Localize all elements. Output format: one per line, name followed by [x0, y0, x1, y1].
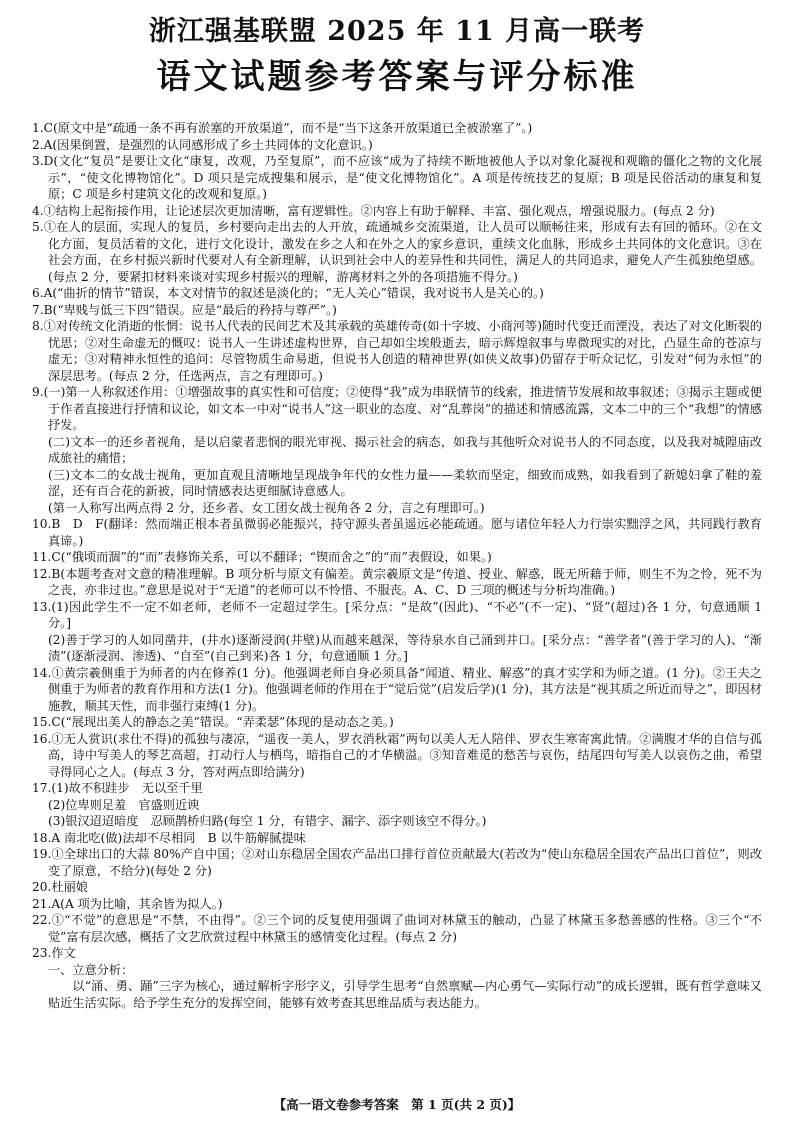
answer-9-part-1: 9.(一)第一人称叙述作用：①增强故事的真实性和可信度；②使得“我”成为串联情节的线索，推进情节发展和故事叙述；③揭示主题或便于作者直接进行抒情和议论，如文本一中对“说书人”这一职业的态度、对“乱葬岗”的描述和情感流露，文本二中的三个“我想”的情感抒发。 — [32, 385, 762, 432]
exam-title: 浙江强基联盟 2025 年 11 月高一联考 — [148, 16, 646, 47]
answer-17-part-2: (2)位卑则足羞 官盛则近谀 — [48, 797, 200, 812]
answer-22: 22.①“不觉”的意思是“不禁，不由得”。②三个词的反复使用强调了曲词对林黛玉的触动，凸显了林黛玉多愁善感的性格。③三个“不觉”富有层次感，概括了文艺欣赏过程中林黛玉的感情变化过程。(每点 2 分) — [32, 913, 762, 944]
answer-11: 11.C(“俄顷而涸”的“而”表修饰关系，可以不翻译；“锲而舍之”的“而”表假设，如果。) — [32, 550, 492, 564]
essay-heading: 一、立意分析： — [48, 962, 134, 977]
answer-6: 6.A(“曲折的情节”错误，本文对情节的叙述是淡化的；“无人关心”错误，我对说书人是关心的。) — [32, 286, 544, 300]
document-title: 语文试题参考答案与评分标准 — [156, 57, 638, 97]
answer-19: 19.①全球出口的大蒜 80%产自中国；②对山东稳居全国农产品出口排行首位贡献最大(若改为“使山东稳居全国农产品出口首位”，则改变了原意，不给分)(每处 2 分) — [32, 847, 762, 878]
answer-12: 12.B(本题考查对文意的精准理解。B 项分析与原文有偏差。黄宗羲原文是“传道、授业、解惑，既无所藉于师，则生不为之怜，死不为之丧，亦非过也。”意思是说对于“无道”的老师可以不怜惜、不服丧。A、C、D 三项的概述与分析均准确。) — [32, 566, 762, 597]
answer-3: 3.D(文化“复员”是要让文化“康复，改观，乃至复原”，而不应该“成为了持续不断地被他人予以对象化凝视和观瞻的僵化之物的文化展示”，“使文化博物馆化”。D 项只是完成搜集和展示，是“使文化博物馆化”。A 项是传统技艺的复原；B 项是民俗活动的康复和复原；C 项是乡村建筑文化的改观和复原。) — [32, 154, 762, 201]
answer-list — [32, 120, 762, 1011]
answer-14: 14.①黄宗羲侧重于为师者的内在修养(1 分)。他强调老师自身必须具备“闻道、精业、解惑”的真才实学和为师之道。(1 分)。②王夫之侧重于为师者的教育作用和方法(1 分)。他强调老师的作用在于“觉后觉”(启发后学)(1 分)，其方法是“视其质之所近而导之”，即因材施教，顺其天性，而非强行束缚(1 分)。 — [32, 665, 762, 713]
answer-9-part-3: (三)文本二的女战士视角，更加直观且清晰地呈现战争年代的女性力量——柔软而坚定，细致而成熟，如我看到了新媳妇拿了鞋的羞涩，还有百合花的新被，同时情感表达更细腻诗意感人。 — [48, 467, 762, 498]
answer-17-part-1: 17.(1)故不积跬步 无以至千里 — [32, 781, 203, 795]
answer-10: 10.B D F(翻译：然而端正根本者虽微弱必能振兴，持守源头者虽遥远必能疏通。愿与诸位年轻人力行崇实黜浮之风，共同践行教育真谛。) — [32, 517, 762, 548]
answer-13-part-2: (2)善于学习的人如同凿井，(井水)逐渐浸润(井壁)从而越来越深，等待泉水自己涌到井口。[采分点：“善学者”(善于学习的人)、“渐渍”(逐渐浸润、渗透)、“自至”(自己到来)各 1 分，句意通顺 1 分。] — [48, 632, 762, 663]
answer-9-scoring: (第一人称写出两点得 2 分，还乡者、女工团女战士视角各 2 分，言之有理即可。) — [48, 500, 485, 515]
answer-20: 20.杜丽娘 — [32, 880, 88, 894]
answer-23: 23.作文 — [32, 946, 76, 960]
answer-4: 4.①结构上起衔接作用，让论述层次更加清晰，富有逻辑性。②内容上有助于解释、丰富、强化观点，增强说服力。(每点 2 分) — [32, 203, 715, 218]
answer-7: 7.B(“卑贱与低三下四”错误。应是“最后的矜持与尊严”。) — [32, 302, 337, 317]
answer-9-part-2: (二)文本一的还乡者视角，是以启蒙者悲悯的眼光审视、揭示社会的病态，如我与其他听众对说书人的不同态度，以及我对城隍庙改成旅社的痛惜； — [48, 434, 762, 465]
answer-1: 1.C(原文中是“疏通一条不再有淤塞的开放渠道”，而不是“当下这条开放渠道已全被淤塞了”。) — [32, 121, 533, 135]
answer-21: 21.A(A 项为比喻，其余皆为拟人。) — [32, 896, 223, 911]
answer-17-part-3: (3)银汉迢迢暗度 忍顾鹊桥归路(每空 1 分，有错字、漏字、添字则该空不得分。) — [48, 814, 487, 828]
page-footer: 【高一语文卷参考答案 第 1 页(共 2 页)】 — [273, 1097, 521, 1112]
essay-analysis: 以“涌、勇、踊”三字为核心，通过解析字形字义，引导学生思考“自然禀赋—内心勇气—实际行动”的成长逻辑，既有哲学意味又贴近生活实际。给予学生充分的发挥空间，能够有效考查其思维品质与表达能力。 — [48, 979, 762, 1010]
answer-18: 18.A 南北吃(做)法却不尽相同 B 以牛筋解腻提味 — [32, 830, 306, 845]
answer-16: 16.①无人赏识(求仕不得)的孤独与凄凉，“遥夜一美人，罗衣消秋霜”两句以美人无人陪伴、罗衣生寒寄寓此情。②满腹才华的自信与孤高，诗中写美人的琴艺高超，打动行人与栖鸟，暗指自己的才华横溢。③知音难觅的愁苦与哀伤，结尾四句写美人以哀伤之曲，希望寻得同心之人。(每点 3 分，答对两点即给满分) — [32, 731, 762, 779]
answer-8: 8.①对传统文化消逝的怅惘：说书人代表的民间艺术及其承载的英雄传奇(如十字坡、小商河等)随时代变迁而湮没，表达了对文化断裂的忧思；②对生命虚无的慨叹：说书人一生讲述虚构世界，自己却如尘埃般逝去，暗示辉煌叙事与卑微现实的对比，凸显生命的苍凉与虚无；③对精神永恒性的追问：尽管物质生命易逝，但说书人创造的精神世界(如侠义故事)仍留存于听众记忆，引发对“何为永恒”的深层思考。(每点 2 分，任选两点，言之有理即可。) — [32, 319, 762, 383]
answer-5: 5.①在人的层面，实现人的复员，乡村要向走出去的人开放，疏通城乡交流渠道，让人员可以顺畅往来，形成有去有回的循环。②在文化方面，复员活着的文化，进行文化设计，激发在乡之人和在外之人的家乡意识，重续文化血脉，形成乡土共同体的文化意识。③在社会方面，在乡村振兴新时代要对人有全新理解，认识到社会中人的差异性和共同性，满足人的共同追求，避免人产生孤独绝望感。(每点 2 分，要紧扣材料来谈对实现乡村振兴的理解，游离材料之外的各项措施不得分。) — [32, 220, 762, 284]
answer-13-part-1: 13.(1)因此学生不一定不如老师，老师不一定超过学生。[采分点：“是故”(因此)、“不必”(不一定)、“贤”(超过)各 1 分，句意通顺 1 分。] — [32, 599, 762, 630]
answer-2: 2.A(因果倒置，是强烈的认同感形成了乡土共同体的文化意识。) — [32, 137, 373, 152]
answer-15: 15.C(“展现出美人的静态之美”错误。“弄柔瑟”体现的是动态之美。) — [32, 715, 394, 729]
